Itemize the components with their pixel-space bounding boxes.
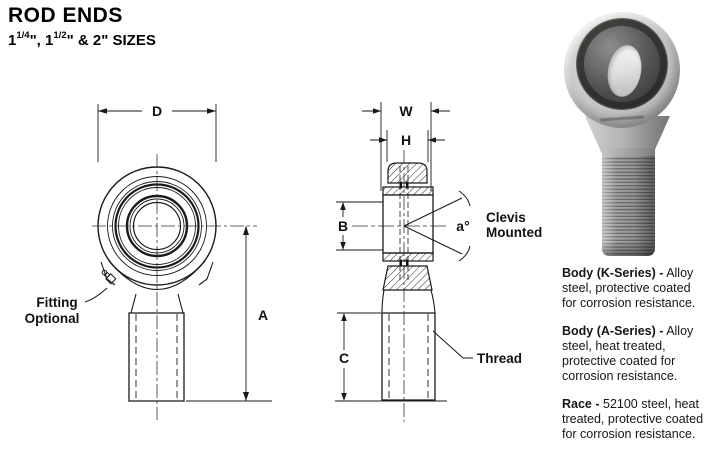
note-text: Alloy steel, protective coated for corrosion resistance.: [562, 266, 696, 310]
note-race: [562, 397, 704, 442]
side-view-drawing: [320, 90, 560, 440]
size-1-unit: ",: [29, 32, 46, 49]
angle-label: a°: [456, 218, 470, 234]
dim-label-w: W: [399, 103, 413, 119]
note-lead: Body (A-Series) -: [562, 324, 664, 338]
front-view-drawing: [20, 90, 310, 440]
note-lead: Body (K-Series) -: [562, 266, 664, 280]
dim-label-c: C: [338, 350, 350, 366]
threaded-shank: [602, 156, 655, 256]
fitting-optional-label-line2: Optional: [24, 311, 80, 326]
note-body-a-series: [562, 324, 704, 384]
material-notes: [562, 266, 704, 455]
dim-label-b: B: [337, 218, 349, 234]
thread-label: Thread: [477, 351, 523, 366]
page-subtitle: [8, 31, 156, 49]
product-photo: [556, 0, 706, 264]
size-2-unit: " & 2" SIZES: [66, 32, 156, 49]
fitting-optional-label-line1: Fitting: [36, 295, 78, 310]
size-1-fraction: 1/4: [16, 30, 30, 41]
dim-label-h: H: [400, 132, 412, 148]
note-text: 52100 steel, heat treated, protective coated for corrosion resistance.: [562, 397, 704, 441]
clevis-mounted-label-line2: Mounted: [486, 225, 543, 240]
dim-label-a: A: [258, 307, 269, 323]
note-body-k-series: [562, 266, 704, 311]
size-1: 1: [8, 32, 17, 49]
dim-label-d: D: [151, 103, 163, 119]
page-title: ROD ENDS: [8, 4, 123, 27]
size-2: 1: [45, 32, 54, 49]
note-lead: Race -: [562, 397, 600, 411]
clevis-mounted-label-line1: Clevis: [486, 210, 526, 225]
note-text: Alloy steel, heat treated, protective coated for corrosion resistance.: [562, 324, 694, 383]
size-2-fraction: 1/2: [53, 30, 67, 41]
header: [8, 4, 156, 49]
